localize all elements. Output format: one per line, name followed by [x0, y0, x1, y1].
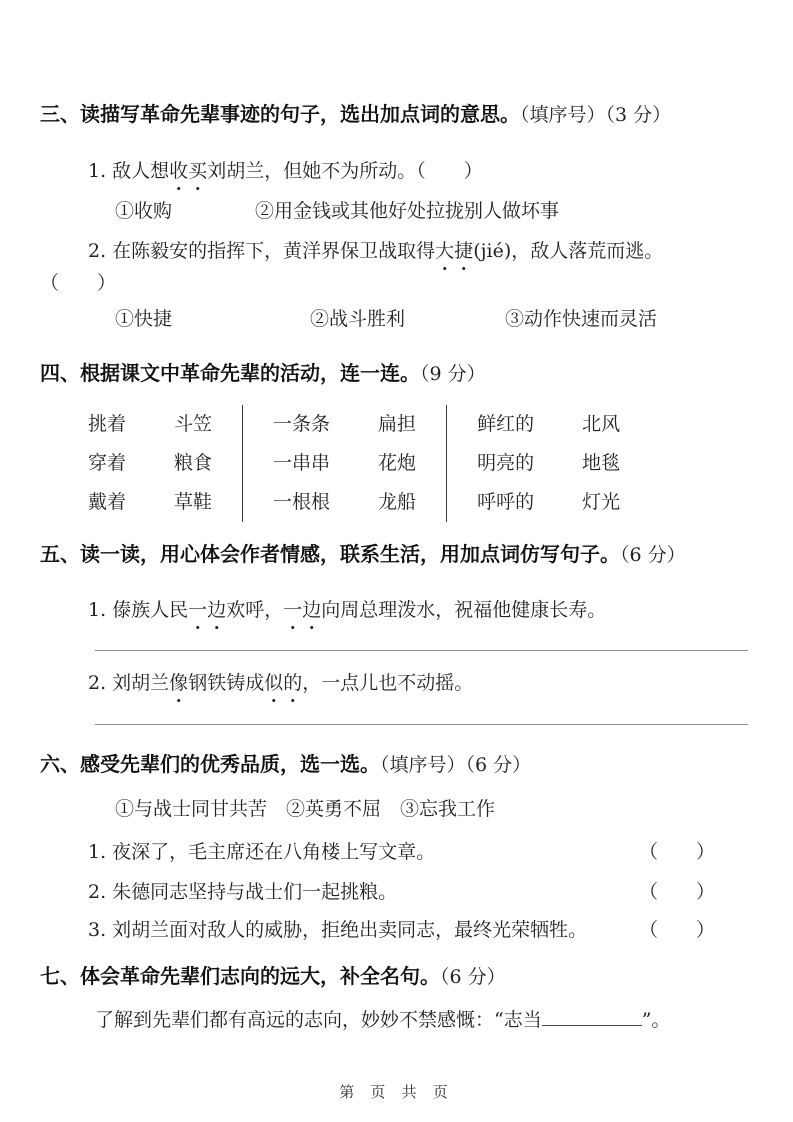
section-3-question-2: 2. 在陈毅安的指挥下，黄洋界保卫战取得大捷(jié)，敌人落荒而逃。	[88, 238, 753, 265]
section-6-item-2	[88, 879, 753, 906]
answer-paren: （ ）	[638, 881, 715, 903]
section-7-heading	[40, 963, 753, 991]
answer-paren: （ ）	[638, 919, 715, 941]
match-col-right	[582, 405, 620, 522]
answer-line	[95, 724, 748, 725]
item-text: 2. 朱德同志坚持与战士们一起挑粮。	[88, 881, 398, 903]
match-col-left	[477, 405, 534, 522]
match-col-left	[88, 405, 126, 522]
option-3: ③动作快速而灵活	[505, 308, 658, 330]
emphasized-char: 一	[188, 597, 207, 624]
match-item: 扁担	[378, 413, 417, 435]
section-3-q2-options	[115, 306, 753, 333]
section-5-question-1: 1. 傣族人民一边欢呼，一边向周总理泼水，祝福他健康长寿。	[88, 597, 753, 624]
answer-line	[95, 650, 748, 651]
section-4-heading	[40, 360, 753, 388]
option-2: ②战斗胜利	[310, 308, 406, 330]
section-6-item-1	[88, 839, 753, 866]
match-item: 一根根	[273, 491, 331, 513]
match-item: 斗笠	[174, 413, 213, 435]
matching-exercise	[88, 405, 753, 522]
section-3-question-1: 1. 敌人想收买刘胡兰，但她不为所动。（ ）	[88, 158, 753, 185]
section-6-title: 六、感受先辈们的优秀品质，选一选。	[40, 754, 380, 776]
match-col-right	[378, 405, 416, 522]
emphasized-char: 像	[169, 670, 188, 697]
section-7-title: 七、体会革命先辈们志向的远大，补全名句。	[40, 966, 440, 988]
match-item: 鲜红的	[477, 413, 535, 435]
emphasized-char: 收	[169, 158, 188, 185]
match-item: 穿着	[88, 452, 127, 474]
emphasized-char: 买	[188, 158, 207, 185]
sentence-suffix: ”。	[641, 1009, 671, 1031]
section-3-heading	[40, 101, 753, 129]
match-item: 龙船	[378, 491, 417, 513]
section-7-sentence	[95, 1006, 753, 1034]
match-item: 一串串	[273, 452, 331, 474]
emphasized-char: 似	[264, 670, 283, 697]
match-col-right	[174, 405, 212, 522]
match-item: 花炮	[378, 452, 417, 474]
match-group-3	[446, 405, 650, 522]
item-text: 1. 夜深了，毛主席还在八角楼上写文章。	[88, 841, 436, 863]
emphasized-char: 边	[302, 597, 321, 624]
emphasized-char: 的	[283, 670, 302, 697]
section-6-item-3	[88, 917, 753, 944]
section-6-score: （填序号）（6 分）	[380, 754, 532, 776]
option-2: ②用金钱或其他好处拉拢别人做坏事	[255, 200, 560, 222]
match-item: 呼呼的	[477, 491, 535, 513]
fill-blank	[542, 1006, 642, 1026]
match-item: 挑着	[88, 413, 127, 435]
section-4-title: 四、根据课文中革命先辈的活动，连一连。	[40, 363, 420, 385]
match-item: 北风	[582, 413, 621, 435]
emphasized-char: 捷	[454, 238, 473, 265]
section-3-title: 三、读描写革命先辈事迹的句子，选出加点词的意思。	[40, 104, 520, 126]
match-item: 戴着	[88, 491, 127, 513]
section-3-score: （填序号）（3 分）	[520, 104, 672, 126]
match-item: 粮食	[174, 452, 213, 474]
option-1: ①快捷	[115, 308, 173, 330]
section-3-q1-options	[115, 198, 753, 225]
match-group-2	[242, 405, 446, 522]
emphasized-char: 大	[435, 238, 454, 265]
section-6-choices: ①与战士同甘共苦 ②英勇不屈 ③忘我工作	[115, 798, 496, 820]
match-item: 一条条	[273, 413, 331, 435]
option-1: ①收购	[115, 200, 173, 222]
emphasized-char: 边	[207, 597, 226, 624]
match-item: 明亮的	[477, 452, 535, 474]
match-item: 地毯	[582, 452, 621, 474]
answer-paren: （ ）	[638, 841, 715, 863]
section-3-q2-answer-paren: （ ）	[40, 272, 117, 294]
match-item: 灯光	[582, 491, 621, 513]
sentence-prefix: 了解到先辈们都有高远的志向，妙妙不禁感慨：“志当	[95, 1009, 542, 1031]
page-footer: 第 页 共 页	[339, 1084, 454, 1101]
section-7-score: （6 分）	[440, 966, 506, 988]
section-5-question-2: 2. 刘胡兰像钢铁铸成似的，一点儿也不动摇。	[88, 670, 753, 697]
section-5-score: （6 分）	[620, 544, 686, 566]
section-6-heading	[40, 751, 753, 779]
section-5-title: 五、读一读，用心体会作者情感，联系生活，用加点词仿写句子。	[40, 544, 620, 566]
match-group-1	[88, 405, 242, 522]
emphasized-char: 一	[283, 597, 302, 624]
item-text: 3. 刘胡兰面对敌人的威胁，拒绝出卖同志，最终光荣牺牲。	[88, 919, 588, 941]
section-4-score: （9 分）	[420, 363, 486, 385]
match-item: 草鞋	[174, 491, 213, 513]
match-col-left	[273, 405, 330, 522]
section-5-heading	[40, 541, 753, 569]
